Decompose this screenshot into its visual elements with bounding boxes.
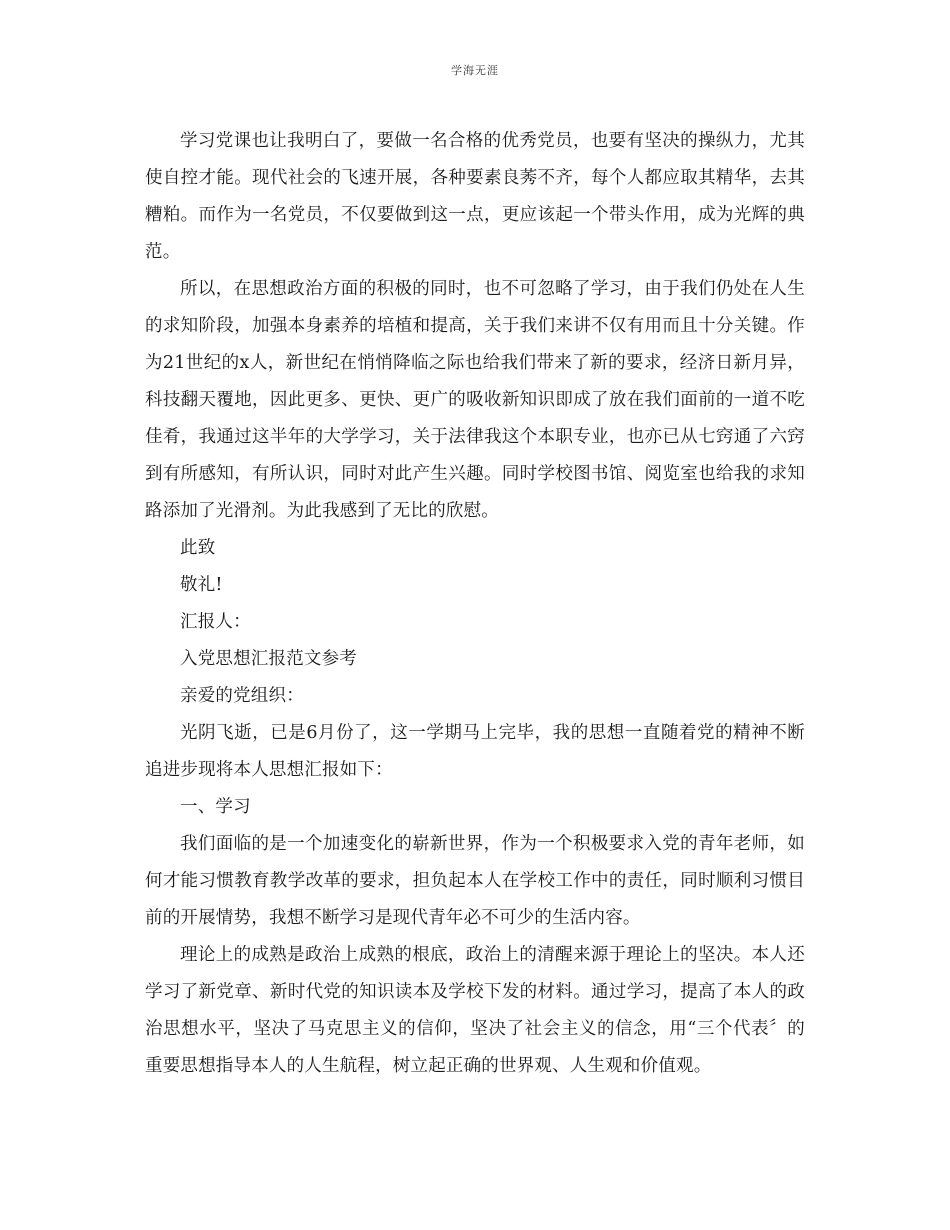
paragraph-new-world: 我们面临的是一个加速变化的崭新世界，作为一个积极要求入党的青年老师，如何才能习惯教育教学改革的要求，担负起本人在学校工作中的责任，同时顺利习惯目前的开展情势，我想不断学习是现代青年必不可少的生活内容。: [145, 834, 805, 928]
salutation-cizhi: 此致: [180, 538, 216, 558]
paragraph-theory: 理论上的成熟是政治上成熟的根底，政治上的清醒来源于理论上的坚决。本人还学习了新党章、新时代党的知识读本及学校下发的材料。通过学习，提高了本人的政治思想水平，坚决了马克思主义的信仰，坚决了社会主义的信念，用“三个代表〞的重要思想指导本人的人生航程，树立起正确的世界观、人生观和价值观。: [145, 945, 805, 1076]
heading-study: 一、学习: [180, 797, 251, 817]
salutation-jingli: 敬礼!: [180, 575, 223, 595]
paragraph-self-control: 学习党课也让我明白了，要做一名合格的优秀党员，也要有坚决的操纵力，尤其使自控才能。现代社会的飞速开展，各种要素良莠不齐，每个人都应取其精华，去其糟粕。而作为一名党员，不仅要做到这一点，更应该起一个带头作用，成为光辉的典范。: [145, 131, 805, 262]
section-title: 入党思想汇报范文参考: [180, 649, 357, 669]
reporter-line: 汇报人：: [180, 612, 251, 632]
document-body: [145, 123, 805, 1085]
page-header: 学海无涯: [451, 64, 499, 77]
greeting-line: 亲爱的党组织：: [180, 686, 304, 706]
paragraph-intro: 光阴飞逝，已是6月份了，这一学期马上完毕，我的思想一直随着党的精神不断追进步现将本人思想汇报如下：: [145, 723, 805, 780]
paragraph-study: 所以，在思想政治方面的积极的同时，也不可忽略了学习，由于我们仍处在人生的求知阶段，加强本身素养的培植和提高，关于我们来讲不仅有用而且十分关键。作为21世纪的x人，新世纪在悄悄降临之际也给我们带来了新的要求，经济日新月异，科技翻天覆地，因此更多、更快、更广的吸收新知识即成了放在我们面前的一道不吃佳肴，我通过这半年的大学学习，关于法律我这个本职专业，也亦已从七窍通了六窍到有所感知，有所认识，同时对此产生兴趣。同时学校图书馆、阅览室也给我的求知路添加了光滑剂。为此我感到了无比的欣慰。: [145, 279, 805, 521]
